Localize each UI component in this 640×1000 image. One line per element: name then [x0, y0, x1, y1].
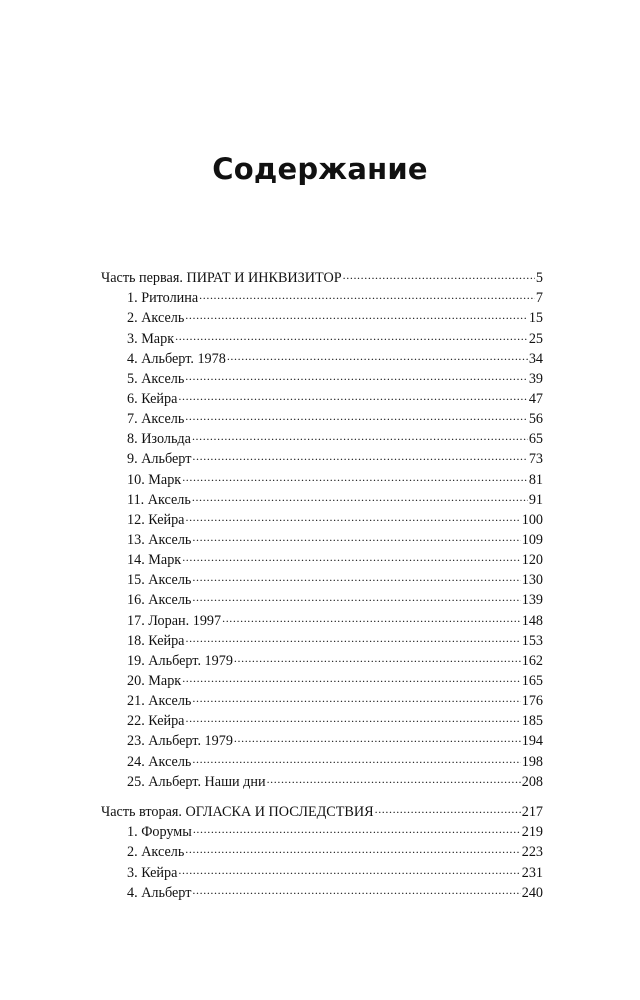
toc-chapter-label: 3. Кейра [127, 864, 178, 881]
toc-page-number: 25 [528, 330, 543, 347]
toc-chapter-label: 23. Альберт. 1979 [127, 733, 233, 750]
leader-dots [178, 856, 520, 876]
toc-chapter-label: 17. Лоран. 1997 [127, 612, 222, 629]
leader-dots [192, 484, 528, 504]
leader-dots [185, 363, 528, 383]
toc-chapter-label: 12. Кейра [127, 511, 185, 528]
leader-dots [192, 584, 520, 604]
leader-dots [192, 524, 520, 544]
toc-chapter-label: 4. Альберт. 1978 [127, 350, 226, 367]
leader-dots [234, 725, 521, 745]
toc-chapter-label: 16. Аксель [127, 592, 192, 609]
page-title: Содержание [212, 152, 428, 186]
toc-page-number: 81 [528, 471, 543, 488]
toc-page-number: 162 [521, 652, 543, 669]
leader-dots [192, 877, 520, 897]
leader-dots [343, 262, 535, 282]
toc-part-heading [101, 796, 543, 821]
toc-page-number: 153 [521, 632, 543, 649]
toc-page-number: 15 [528, 310, 543, 327]
leader-dots [375, 796, 521, 816]
toc-page-number: 5 [535, 270, 543, 287]
toc-part-heading [101, 262, 543, 287]
toc-chapter-label: 8. Изольда [127, 431, 191, 448]
leader-dots [267, 766, 521, 786]
leader-dots [192, 745, 520, 765]
toc-chapter-label: 6. Кейра [127, 390, 178, 407]
toc-page-number: 130 [521, 572, 543, 589]
toc-chapter-label: 18. Кейра [127, 632, 185, 649]
toc-part-label: Часть вторая. ОГЛАСКА И ПОСЛЕДСТВИЯ [101, 804, 374, 821]
toc-chapter-label: 20. Марк [127, 672, 182, 689]
leader-dots [185, 504, 520, 524]
toc-page-number: 165 [521, 672, 543, 689]
toc-page-number: 109 [521, 531, 543, 548]
toc-page-number: 47 [528, 390, 543, 407]
toc-chapter-label: 9. Альберт [127, 451, 192, 468]
toc-page-number: 208 [521, 773, 543, 790]
leader-dots [182, 544, 521, 564]
leader-dots [192, 564, 520, 584]
toc-chapter-label: 3. Марк [127, 330, 175, 347]
leader-dots [192, 685, 520, 705]
toc-page-number: 73 [528, 451, 543, 468]
toc-page-number: 223 [521, 844, 543, 861]
toc-page-number: 240 [521, 884, 543, 901]
leader-dots [182, 665, 521, 685]
leader-dots [199, 282, 535, 302]
toc-page-number: 7 [535, 290, 543, 307]
toc-part-2 [101, 796, 543, 901]
toc-page-number: 34 [528, 350, 543, 367]
toc-page-number: 139 [521, 592, 543, 609]
toc-chapter-label: 7. Аксель [127, 411, 185, 428]
leader-dots [185, 705, 520, 725]
leader-dots [175, 322, 528, 342]
toc-page-number: 39 [528, 370, 543, 387]
leader-dots [193, 816, 521, 836]
toc-page-number: 120 [521, 552, 543, 569]
toc-page-number: 198 [521, 753, 543, 770]
toc-page-number: 176 [521, 693, 543, 710]
toc-chapter-label: 4. Альберт [127, 884, 192, 901]
leader-dots [182, 463, 528, 483]
toc-page-number: 56 [528, 411, 543, 428]
toc-page-number: 65 [528, 431, 543, 448]
toc-chapter-label: 21. Аксель [127, 693, 192, 710]
toc-chapter-label: 11. Аксель [127, 491, 191, 508]
toc-page-number: 148 [521, 612, 543, 629]
leader-dots [185, 302, 528, 322]
toc-chapter-label: 25. Альберт. Наши дни [127, 773, 266, 790]
toc-chapter-label: 1. Форумы [127, 824, 192, 841]
toc-chapter-label: 13. Аксель [127, 531, 192, 548]
leader-dots [222, 604, 521, 624]
toc-page-number: 219 [521, 824, 543, 841]
leader-dots [185, 625, 520, 645]
toc-chapter-label: 5. Аксель [127, 370, 185, 387]
leader-dots [192, 423, 528, 443]
leader-dots [178, 383, 527, 403]
toc-page-number: 231 [521, 864, 543, 881]
toc-page-number: 185 [521, 713, 543, 730]
leader-dots [185, 836, 520, 856]
leader-dots [227, 343, 528, 363]
toc-chapter-label: 2. Аксель [127, 310, 185, 327]
toc-part-label: Часть первая. ПИРАТ И ИНКВИЗИТОР [101, 270, 342, 287]
leader-dots [192, 443, 527, 463]
toc-chapter-label: 19. Альберт. 1979 [127, 652, 233, 669]
toc-page-number: 91 [528, 491, 543, 508]
leader-dots [185, 403, 528, 423]
toc-part-1 [101, 262, 543, 790]
toc-page-number: 217 [521, 804, 543, 821]
toc-chapter-label: 2. Аксель [127, 844, 185, 861]
toc-chapter-label: 22. Кейра [127, 713, 185, 730]
toc-chapter-label: 10. Марк [127, 471, 182, 488]
toc-chapter-label: 24. Аксель [127, 753, 192, 770]
toc-page-number: 194 [521, 733, 543, 750]
toc-chapter-label: 15. Аксель [127, 572, 192, 589]
leader-dots [234, 645, 521, 665]
toc-chapter-label: 1. Ритолина [127, 290, 199, 307]
toc-chapter-label: 14. Марк [127, 552, 182, 569]
toc-page-number: 100 [521, 511, 543, 528]
